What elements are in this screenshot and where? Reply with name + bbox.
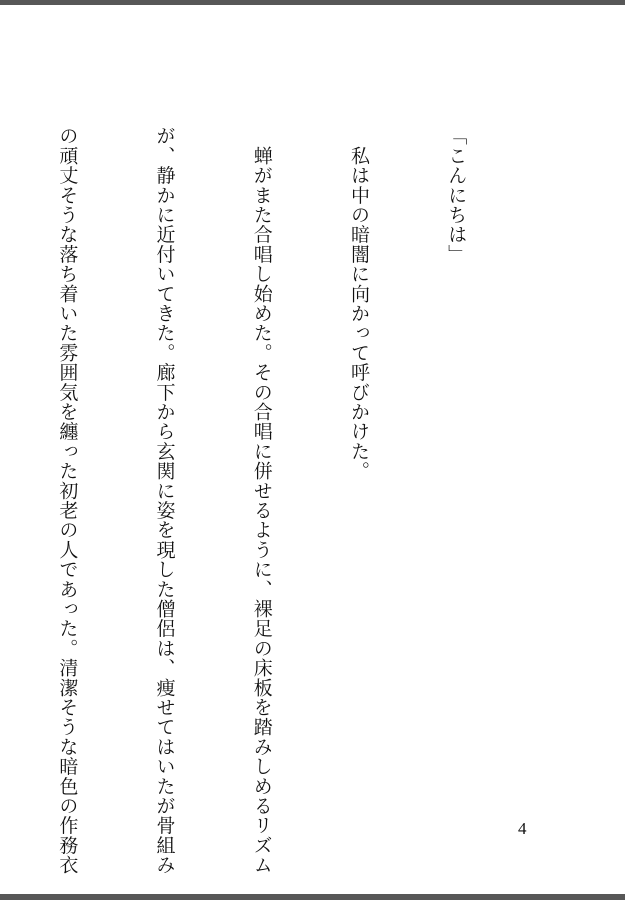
text-line: 私は中の暗闇に向かって呼びかけた。: [347, 126, 370, 481]
text-line: 蝉がまた合唱し始めた。その合唱に併せるように、裸足の床板を踏みしめるリズム: [250, 126, 273, 875]
text-line: の頑丈そうな落ち着いた雰囲気を纏った初老の人であった。清潔そうな暗色の作務衣: [56, 126, 79, 875]
bottom-border: [0, 894, 625, 900]
vertical-body-text: [0, 126, 537, 875]
text-line: 「こんにちは」: [445, 126, 468, 264]
top-border: [0, 0, 625, 5]
page-number: 4: [518, 819, 527, 838]
text-line: が、静かに近付いてきた。廊下から玄関に姿を現した僧侶は、痩せてはいたが骨組み: [153, 126, 176, 875]
